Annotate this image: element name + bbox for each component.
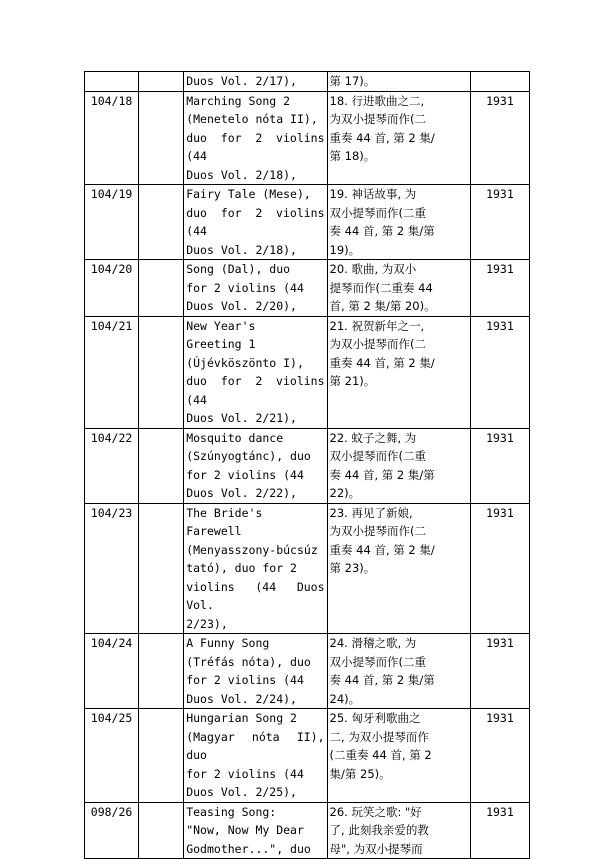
- year-cell: 1931: [470, 316, 529, 428]
- year-cell: 1931: [470, 802, 529, 859]
- work-number-cell: 098/26: [85, 802, 139, 859]
- work-number-cell: 104/21: [85, 316, 139, 428]
- empty-cell: [139, 72, 184, 92]
- chinese-title-cell: 19. 神话故事, 为 双小提琴而作(二重 奏 44 首, 第 2 集/第 19)。: [327, 185, 470, 260]
- table-row: [85, 802, 530, 859]
- chinese-title-cell: 18. 行进歌曲之二, 为双小提琴而作(二 重奏 44 首, 第 2 集/ 第 18)。: [327, 91, 470, 185]
- chinese-title-cell: 22. 蚊子之舞, 为 双小提琴而作(二重 奏 44 首, 第 2 集/第 22)。: [327, 428, 470, 503]
- table-row: [85, 260, 530, 317]
- year-cell: 1931: [470, 428, 529, 503]
- year-cell: 1931: [470, 503, 529, 634]
- work-number-cell: 104/25: [85, 709, 139, 803]
- table-row: [85, 709, 530, 803]
- work-number-cell: 104/24: [85, 634, 139, 709]
- chinese-title-cell: 21. 祝贺新年之一, 为双小提琴而作(二 重奏 44 首, 第 2 集/ 第 21)。: [327, 316, 470, 428]
- empty-cell: [139, 260, 184, 317]
- table-row: [85, 428, 530, 503]
- work-number-cell: 104/18: [85, 91, 139, 185]
- chinese-title-cell: 24. 滑稽之歌, 为 双小提琴而作(二重 奏 44 首, 第 2 集/第 24)。: [327, 634, 470, 709]
- work-number-cell: 104/23: [85, 503, 139, 634]
- work-number-cell: 104/19: [85, 185, 139, 260]
- table-row: [85, 72, 530, 92]
- english-title-cell: Duos Vol. 2/17),: [184, 72, 327, 92]
- empty-cell: [139, 185, 184, 260]
- chinese-title-cell: 第 17)。: [327, 72, 470, 92]
- table-row: [85, 185, 530, 260]
- table-row: [85, 634, 530, 709]
- english-title-cell: Fairy Tale (Mese), duo for 2 violins (44 Duos Vol. 2/18),: [184, 185, 327, 260]
- english-title-cell: Song (Dal), duo for 2 violins (44 Duos Vol. 2/20),: [184, 260, 327, 317]
- work-number-cell: [85, 72, 139, 92]
- empty-cell: [139, 428, 184, 503]
- chinese-title-cell: 20. 歌曲, 为双小 提琴而作(二重奏 44 首, 第 2 集/第 20)。: [327, 260, 470, 317]
- year-cell: 1931: [470, 185, 529, 260]
- year-cell: 1931: [470, 260, 529, 317]
- empty-cell: [139, 634, 184, 709]
- table-row: [85, 316, 530, 428]
- year-cell: [470, 72, 529, 92]
- empty-cell: [139, 802, 184, 859]
- english-title-cell: New Year's Greeting 1 (Újévköszönto I), duo for 2 violins (44 Duos Vol. 2/21),: [184, 316, 327, 428]
- catalog-table: [84, 71, 530, 859]
- chinese-title-cell: 23. 再见了新娘, 为双小提琴而作(二 重奏 44 首, 第 2 集/ 第 23)。: [327, 503, 470, 634]
- english-title-cell: A Funny Song (Tréfás nóta), duo for 2 violins (44 Duos Vol. 2/24),: [184, 634, 327, 709]
- work-number-cell: 104/20: [85, 260, 139, 317]
- year-cell: 1931: [470, 709, 529, 803]
- english-title-cell: The Bride's Farewell (Menyasszony-búcsúz tató), duo for 2 violins (44 Duos Vol. 2/23),: [184, 503, 327, 634]
- table-row: [85, 91, 530, 185]
- chinese-title-cell: 25. 匈牙利歌曲之 二, 为双小提琴而作 (二重奏 44 首, 第 2 集/第 25)。: [327, 709, 470, 803]
- year-cell: 1931: [470, 91, 529, 185]
- empty-cell: [139, 316, 184, 428]
- chinese-title-cell: 26. 玩笑之歌: "好 了, 此刻我亲爱的教 母", 为双小提琴而: [327, 802, 470, 859]
- empty-cell: [139, 709, 184, 803]
- english-title-cell: Teasing Song: "Now, Now My Dear Godmother...", duo: [184, 802, 327, 859]
- year-cell: 1931: [470, 634, 529, 709]
- empty-cell: [139, 503, 184, 634]
- english-title-cell: Marching Song 2 (Menetelo nóta II), duo for 2 violins (44 Duos Vol. 2/18),: [184, 91, 327, 185]
- table-row: [85, 503, 530, 634]
- english-title-cell: Mosquito dance (Szúnyogtánc), duo for 2 violins (44 Duos Vol. 2/22),: [184, 428, 327, 503]
- work-number-cell: 104/22: [85, 428, 139, 503]
- empty-cell: [139, 91, 184, 185]
- english-title-cell: Hungarian Song 2 (Magyar nóta II), duo for 2 violins (44 Duos Vol. 2/25),: [184, 709, 327, 803]
